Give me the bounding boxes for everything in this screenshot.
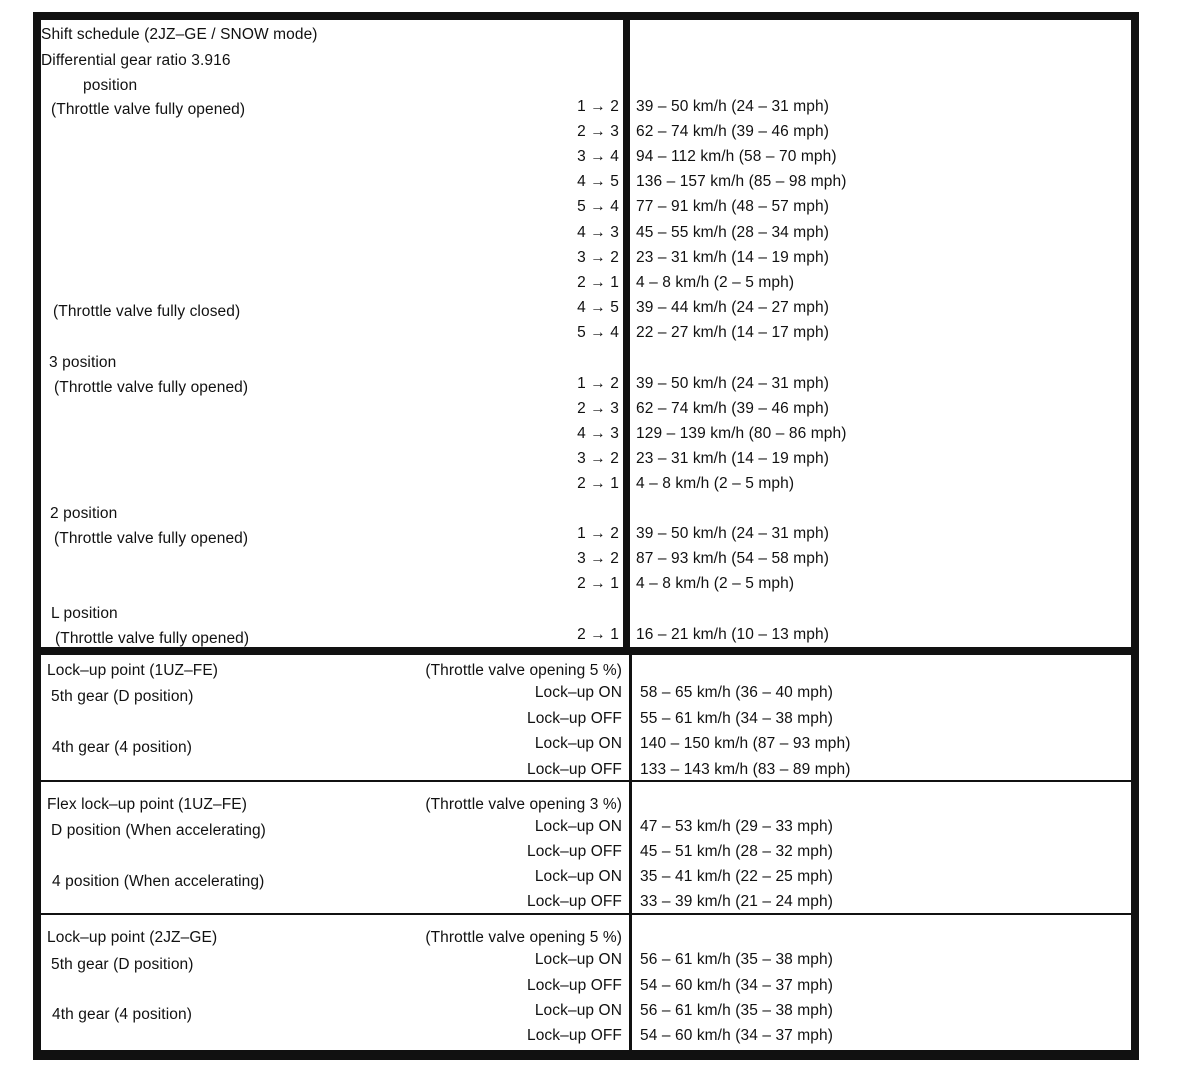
gear-label: 5th gear (D position) [51, 688, 194, 705]
throttle-condition: (Throttle valve fully closed) [53, 303, 241, 320]
throttle-condition: (Throttle valve fully opened) [54, 530, 249, 547]
shift-label: 2 → 3 [577, 123, 619, 140]
lockup-state: Lock–up OFF [526, 977, 622, 994]
throttle-opening: (Throttle valve opening 5 %) [425, 929, 622, 946]
shift-speed: 94 – 112 km/h (58 – 70 mph) [636, 148, 837, 165]
position-label: 3 position [49, 354, 117, 371]
shift-label: 2 → 1 [577, 274, 619, 291]
lockup-speed: 47 – 53 km/h (29 – 33 mph) [640, 818, 834, 835]
section-divider-2 [41, 780, 1133, 782]
lockup-state: Lock–up OFF [526, 1027, 622, 1044]
shift-label: 1 → 2 [577, 98, 619, 115]
position-label: position [83, 77, 138, 94]
lockup-state: Lock–up ON [534, 868, 622, 885]
shift-speed: 4 – 8 km/h (2 – 5 mph) [636, 475, 795, 492]
shift-speed: 39 – 50 km/h (24 – 31 mph) [636, 98, 830, 115]
shift-label: 2 → 1 [577, 475, 619, 492]
shift-label: 1 → 2 [577, 525, 619, 542]
shift-speed: 39 – 50 km/h (24 – 31 mph) [636, 375, 830, 392]
lockup-speed: 33 – 39 km/h (21 – 24 mph) [640, 893, 834, 910]
lockup-state: Lock–up ON [534, 951, 622, 968]
lockup-speed: 140 – 150 km/h (87 – 93 mph) [640, 735, 851, 752]
lockup-speed: 56 – 61 km/h (35 – 38 mph) [640, 1002, 834, 1019]
shift-speed: 22 – 27 km/h (14 – 17 mph) [636, 324, 830, 341]
throttle-condition: (Throttle valve fully opened) [54, 379, 249, 396]
shift-speed: 23 – 31 km/h (14 – 19 mph) [636, 450, 830, 467]
lockup-state: Lock–up ON [534, 735, 622, 752]
gear-ratio: Differential gear ratio 3.916 [41, 52, 231, 69]
lockup-speed: 55 – 61 km/h (34 – 38 mph) [640, 710, 834, 727]
lockup-speed: 58 – 65 km/h (36 – 40 mph) [640, 684, 834, 701]
throttle-condition: (Throttle valve fully opened) [55, 630, 250, 647]
lockup-state: Lock–up ON [534, 684, 622, 701]
lockup-state: Lock–up ON [534, 818, 622, 835]
section-divider-1 [36, 647, 1136, 655]
shift-speed: 45 – 55 km/h (28 – 34 mph) [636, 224, 830, 241]
lockup-speed: 54 – 60 km/h (34 – 37 mph) [640, 977, 834, 994]
shift-speed: 62 – 74 km/h (39 – 46 mph) [636, 123, 830, 140]
gear-label: 5th gear (D position) [51, 956, 194, 973]
lockup-speed: 54 – 60 km/h (34 – 37 mph) [640, 1027, 834, 1044]
table-title: Shift schedule (2JZ–GE / SNOW mode) [41, 26, 318, 43]
lockup-speed: 133 – 143 km/h (83 – 89 mph) [640, 761, 851, 778]
shift-label: 2 → 1 [577, 575, 619, 592]
column-divider-top [623, 14, 630, 648]
shift-speed: 23 – 31 km/h (14 – 19 mph) [636, 249, 830, 266]
lockup-section-title: Lock–up point (2JZ–GE) [47, 929, 218, 946]
throttle-condition: (Throttle valve fully opened) [51, 101, 246, 118]
shift-label: 3 → 2 [577, 249, 619, 266]
lockup-state: Lock–up ON [534, 1002, 622, 1019]
shift-speed: 62 – 74 km/h (39 – 46 mph) [636, 400, 830, 417]
shift-speed: 77 – 91 km/h (48 – 57 mph) [636, 198, 830, 215]
shift-label: 3 → 4 [577, 148, 619, 165]
throttle-opening: (Throttle valve opening 5 %) [425, 662, 622, 679]
lockup-speed: 35 – 41 km/h (22 – 25 mph) [640, 868, 834, 885]
gear-label: 4th gear (4 position) [52, 739, 192, 756]
shift-label: 4 → 5 [577, 173, 619, 190]
shift-label: 4 → 3 [577, 224, 619, 241]
position-label: 2 position [50, 505, 118, 522]
shift-label: 4 → 3 [577, 425, 619, 442]
lockup-state: Lock–up OFF [526, 843, 622, 860]
shift-speed: 39 – 50 km/h (24 – 31 mph) [636, 525, 830, 542]
lockup-state: Lock–up OFF [526, 893, 622, 910]
lockup-speed: 56 – 61 km/h (35 – 38 mph) [640, 951, 834, 968]
lockup-speed: 45 – 51 km/h (28 – 32 mph) [640, 843, 834, 860]
gear-label: D position (When accelerating) [51, 822, 266, 839]
shift-speed: 87 – 93 km/h (54 – 58 mph) [636, 550, 830, 567]
gear-label: 4 position (When accelerating) [52, 873, 265, 890]
position-label: L position [51, 605, 118, 622]
shift-label: 2 → 1 [577, 626, 619, 643]
lockup-section-title: Lock–up point (1UZ–FE) [47, 662, 219, 679]
shift-label: 5 → 4 [577, 324, 619, 341]
shift-speed: 129 – 139 km/h (80 – 86 mph) [636, 425, 847, 442]
shift-speed: 136 – 157 km/h (85 – 98 mph) [636, 173, 847, 190]
shift-speed: 4 – 8 km/h (2 – 5 mph) [636, 274, 795, 291]
lockup-state: Lock–up OFF [526, 710, 622, 727]
shift-label: 5 → 4 [577, 198, 619, 215]
shift-label: 2 → 3 [577, 400, 619, 417]
shift-label: 1 → 2 [577, 375, 619, 392]
column-divider-bottom [629, 654, 632, 1050]
section-divider-3 [41, 913, 1133, 915]
shift-label: 3 → 2 [577, 450, 619, 467]
lockup-section-title: Flex lock–up point (1UZ–FE) [47, 796, 247, 813]
shift-speed: 16 – 21 km/h (10 – 13 mph) [636, 626, 830, 643]
shift-speed: 4 – 8 km/h (2 – 5 mph) [636, 575, 795, 592]
lockup-state: Lock–up OFF [526, 761, 622, 778]
throttle-opening: (Throttle valve opening 3 %) [425, 796, 622, 813]
shift-label: 4 → 5 [577, 299, 619, 316]
shift-speed: 39 – 44 km/h (24 – 27 mph) [636, 299, 830, 316]
gear-label: 4th gear (4 position) [52, 1006, 192, 1023]
shift-label: 3 → 2 [577, 550, 619, 567]
